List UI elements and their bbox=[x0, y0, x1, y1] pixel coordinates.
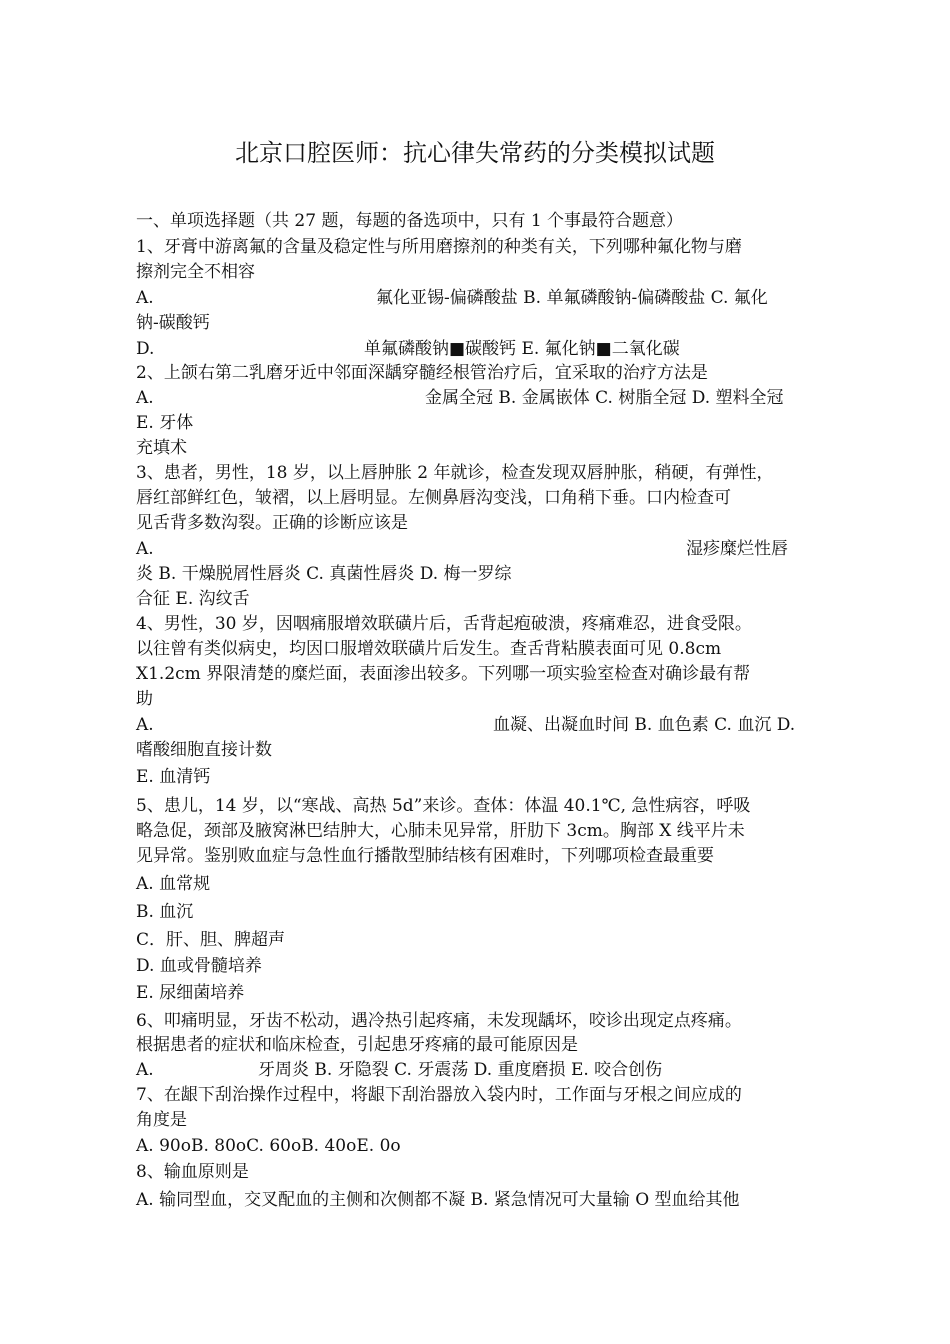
q3-options-line-3: 合征 E. 沟纹舌 bbox=[136, 589, 250, 609]
q1-options-line-2: 钠-碳酸钙 bbox=[136, 313, 210, 333]
question-3-text-cont: 唇红部鲜红色，皱褶，以上唇明显。左侧鼻唇沟变浅，口角稍下垂。口内检查可 bbox=[136, 488, 731, 508]
q3-options-line-1: 湿疹糜烂性唇 bbox=[686, 539, 788, 559]
q1-options-line-1: 氟化亚锡-偏磷酸盐 B. 单氟磷酸钠-偏磷酸盐 C. 氟化 bbox=[376, 288, 768, 308]
question-4-text-cont: X1.2cm 界限清楚的糜烂面，表面渗出较多。下列哪一项实验室检查对确诊最有帮 bbox=[136, 664, 751, 684]
question-1-text: 1、牙膏中游离氟的含量及稳定性与所用磨擦剂的种类有关，下列哪种氟化物与磨 bbox=[136, 237, 742, 257]
q4-options-line-2: 嗜酸细胞直接计数 bbox=[136, 740, 272, 760]
q5-option-b: B. 血沉 bbox=[136, 902, 194, 922]
q6-options-line: 牙周炎 B. 牙隐裂 C. 牙震荡 D. 重度磨损 E. 咬合创伤 bbox=[258, 1060, 663, 1080]
q5-option-a: A. 血常规 bbox=[136, 874, 211, 894]
q1-option-d-label: D. bbox=[136, 339, 155, 359]
q1-options-line-3: 单氟磷酸钠■碳酸钙 E. 氟化钠■二氧化碳 bbox=[364, 339, 680, 359]
question-3-text-cont: 见舌背多数沟裂。正确的诊断应该是 bbox=[136, 513, 408, 533]
question-4-text-cont: 以往曾有类似病史，均因口服增效联磺片后发生。查舌背粘膜表面可见 0.8cm bbox=[136, 639, 722, 659]
q2-options-line-3: 充填术 bbox=[136, 438, 187, 458]
q4-options-line-1: 血凝、出凝血时间 B. 血色素 C. 血沉 D. bbox=[493, 715, 796, 735]
q2-option-a-label: A. bbox=[136, 388, 154, 408]
question-5-text: 5、患儿，14 岁，以“寒战、高热 5d”来诊。查体：体温 40.1℃, 急性病容，呼吸 bbox=[136, 796, 751, 816]
question-5-text-cont: 见异常。鉴别败血症与急性血行播散型肺结核有困难时，下列哪项检查最重要 bbox=[136, 846, 714, 866]
q5-option-c: C．肝、胆、脾超声 bbox=[136, 930, 286, 950]
q4-option-a-label: A. bbox=[136, 715, 154, 735]
q1-option-a-label: A. bbox=[136, 288, 154, 308]
question-1-text-cont: 擦剂完全不相容 bbox=[136, 262, 255, 282]
q2-options-line-2: E. 牙体 bbox=[136, 413, 194, 433]
q5-option-d: D. 血或骨髓培养 bbox=[136, 956, 262, 976]
q8-options-line: A. 输同型血，交叉配血的主侧和次侧都不凝 B. 紧急情况可大量输 O 型血给其他 bbox=[136, 1190, 740, 1210]
q5-option-e: E. 尿细菌培养 bbox=[136, 983, 245, 1003]
question-2-text: 2、上颌右第二乳磨牙近中邻面深龋穿髓经根管治疗后，宜采取的治疗方法是 bbox=[136, 363, 708, 383]
section-heading: 一、单项选择题（共 27 题，每题的备选项中，只有 1 个事最符合题意） bbox=[136, 211, 684, 231]
q3-option-a-label: A. bbox=[136, 539, 154, 559]
question-7-text-cont: 角度是 bbox=[136, 1110, 187, 1130]
question-3-text: 3、患者，男性，18 岁，以上唇肿胀 2 年就诊，检查发现双唇肿胀，稍硬，有弹性， bbox=[136, 463, 774, 483]
q7-options-line: A. 90oB. 80oC. 60oB. 40oE. 0o bbox=[136, 1136, 401, 1156]
question-4-text: 4、男性，30 岁，因咽痛服增效联磺片后，舌背起疱破溃，疼痛难忍，进食受限。 bbox=[136, 614, 752, 634]
question-6-text: 6、叩痛明显，牙齿不松动，遇冷热引起疼痛，未发现龋坏，咬诊出现定点疼痛。 bbox=[136, 1011, 742, 1031]
q4-option-e: E. 血清钙 bbox=[136, 767, 211, 787]
q6-option-a-label: A. bbox=[136, 1060, 154, 1080]
question-5-text-cont: 略急促，颈部及腋窝淋巴结肿大，心肺未见异常，肝肋下 3cm。胸部 X 线平片未 bbox=[136, 821, 745, 841]
q3-options-line-2: 炎 B. 干燥脱屑性唇炎 C. 真菌性唇炎 D. 梅一罗综 bbox=[136, 564, 512, 584]
question-8-text: 8、输血原则是 bbox=[136, 1162, 249, 1182]
question-4-text-cont: 助 bbox=[136, 689, 153, 709]
q2-options-line-1: 金属全冠 B. 金属嵌体 C. 树脂全冠 D. 塑料全冠 bbox=[425, 388, 784, 408]
question-7-text: 7、在龈下刮治操作过程中，将龈下刮治器放入袋内时，工作面与牙根之间应成的 bbox=[136, 1085, 742, 1105]
question-6-text-cont: 根据患者的症状和临床检查，引起患牙疼痛的最可能原因是 bbox=[136, 1035, 578, 1055]
document-title: 北京口腔医师：抗心律失常药的分类模拟试题 bbox=[235, 139, 715, 167]
